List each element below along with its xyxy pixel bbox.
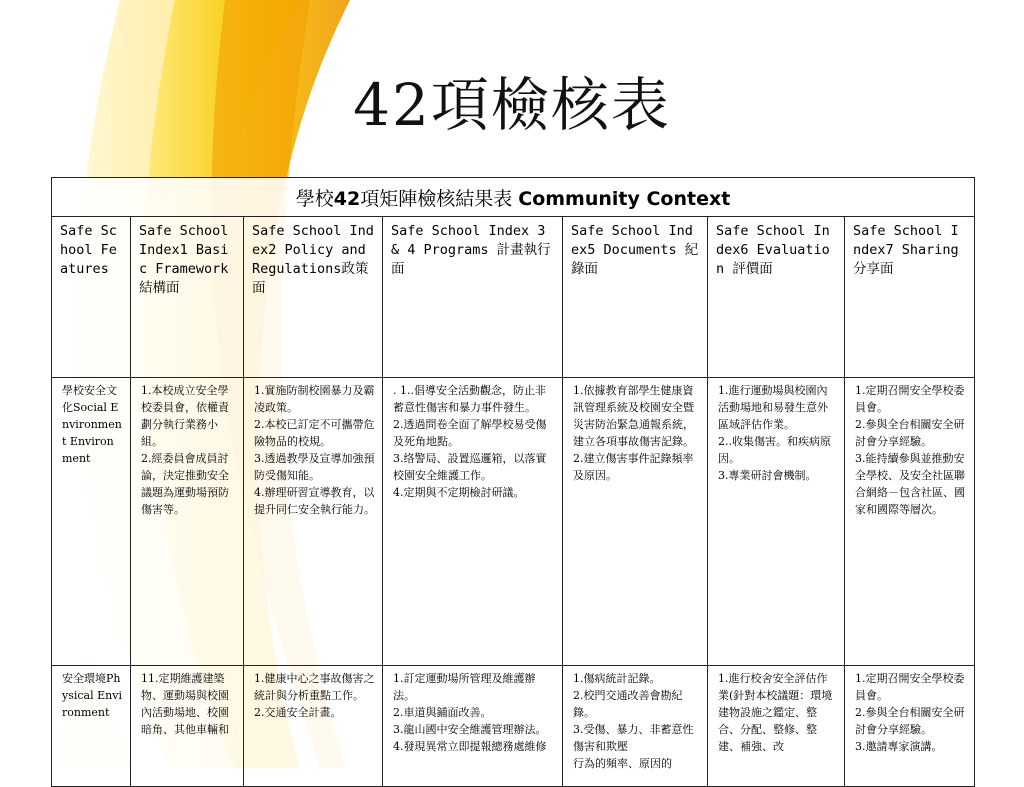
index-cell <box>244 666 383 787</box>
header-cell <box>708 217 845 378</box>
list-item: 1.健康中心之事故傷害之統計與分析重點工作。 <box>254 672 375 702</box>
index-cell <box>708 666 845 787</box>
list-item: 4.定期與不定期檢討研議。 <box>393 486 525 499</box>
list-item: 1.定期召開安全學校委員會。 <box>855 384 965 414</box>
header-text: Safe School Features <box>60 223 117 277</box>
list-item: 2..收集傷害。和疾病原因。 <box>718 435 831 465</box>
caption-zh-rest: 項矩陣檢核結果表 <box>360 187 519 210</box>
index-cell <box>845 378 975 666</box>
index-cell <box>708 378 845 666</box>
list-item: 3.能持續參與並推動安全學校、及安全社區聯合網絡－包含社區、國家和國際等層次。 <box>855 452 965 516</box>
list-item: 4.辦理研習宣導教育，以提升同仁安全執行能力。 <box>254 486 375 516</box>
list-item: . 1..倡導安全活動觀念，防止非蓄意性傷害和暴力事件發生。 <box>393 384 546 414</box>
index-cell <box>244 378 383 666</box>
header-cell <box>131 217 244 378</box>
list-item: 1.訂定運動場所管理及維護辦法。 <box>393 672 536 702</box>
feature-text: 學校安全文化Social Environment Environment <box>62 384 122 465</box>
list-item: 3.龍山國中安全維護管理辦法。 <box>393 723 547 736</box>
list-item: 2.車道與鋪面改善。 <box>393 706 492 719</box>
index-cell <box>131 378 244 666</box>
caption-number: 42 <box>333 187 361 210</box>
header-text: Safe School Index6 Evaluation 評價面 <box>716 223 830 277</box>
list-item: 2.透過問卷全面了解學校易受傷及死角地點。 <box>393 418 547 448</box>
slide-title: 42項檢核表 <box>353 71 671 139</box>
list-item: 1.本校成立安全學校委員會，依權責劃分執行業務小組。 <box>141 384 229 448</box>
list-item: 1.傷病統計記錄。 <box>573 672 661 685</box>
list-item: 3.受傷、暴力、非蓄意性傷害和欺壓 <box>573 723 694 753</box>
index-cell <box>845 666 975 787</box>
list-item: 1.定期召開安全學校委員會。 <box>855 672 965 702</box>
list-item: 2.交通安全計畫。 <box>254 706 342 719</box>
list-item: 1.依據教育部學生健康資訊管理系統及校園安全暨災害防治緊急通報系統，建立各項事故傷害記錄。 <box>573 384 694 448</box>
index-cell <box>383 378 563 666</box>
feature-cell <box>52 666 131 787</box>
caption-en: Community Context <box>518 187 731 210</box>
header-cell <box>383 217 563 378</box>
header-text: Safe School Index2 Policy and Regulations政策面 <box>252 223 374 296</box>
list-item: 3.透過教學及宣導加強預防受傷知能。 <box>254 452 375 482</box>
list-item: 2.經委員會成員討論，決定推動安全議題為運動場預防傷害等。 <box>141 452 229 516</box>
list-item: 3.專業研討會機制。 <box>718 469 817 482</box>
list-item: 1.進行運動場與校園內活動場地和易發生意外區域評估作業。 <box>718 384 828 431</box>
header-cell <box>52 217 131 378</box>
list-item: 1.實施防制校園暴力及霸凌政策。 <box>254 384 375 414</box>
header-text: Safe School Index7 Sharing 分享面 <box>853 223 959 277</box>
list-item: 2.校門交通改善會勘紀錄。 <box>573 689 683 719</box>
header-text: Safe School Index5 Documents 紀錄面 <box>571 223 699 277</box>
list-item: 2.建立傷害事件記錄頻率及原因。 <box>573 452 694 482</box>
list-item: 2.本校已訂定不可攜帶危險物品的校規。 <box>254 418 375 448</box>
index-cell <box>563 666 708 787</box>
feature-text: 安全環境Physical Environment <box>62 672 122 719</box>
list-item: 3.邀請專家演講。 <box>855 740 943 753</box>
header-cell <box>244 217 383 378</box>
list-item: 2.參與全台相關安全研討會分享經驗。 <box>855 418 965 448</box>
list-item: 3.络警局、設置巡邏箱，以落實校園安全維護工作。 <box>393 452 547 482</box>
checklist-table-container <box>51 177 974 787</box>
list-item: 行為的頻率、原因的 <box>573 757 672 770</box>
feature-cell <box>52 378 131 666</box>
list-item: 11.定期維護建築物、運動場與校園內活動場地、校園暗角、其他車輛和 <box>141 672 229 736</box>
table-caption <box>52 178 975 217</box>
header-text: Safe School Index1 Basic Framework 結構面 <box>139 223 229 296</box>
header-cell <box>563 217 708 378</box>
list-item: 2.參與全台相關安全研討會分享經驗。 <box>855 706 965 736</box>
header-text: Safe School Index 3 & 4 Programs 計畫執行面 <box>391 223 551 277</box>
header-cell <box>845 217 975 378</box>
index-cell <box>563 378 708 666</box>
table-row <box>52 378 975 666</box>
header-row <box>52 217 975 378</box>
index-cell <box>383 666 563 787</box>
caption-zh: 學校 <box>295 187 334 210</box>
list-item: 1.進行校舍安全評估作業(針對本校議題：環境建物設施之鑑定、整合、分配、整修、整建、補強、改 <box>718 672 833 753</box>
list-item: 4.發現異常立即提報總務處維修 <box>393 740 547 753</box>
index-cell <box>131 666 244 787</box>
table-row <box>52 666 975 787</box>
checklist-table <box>51 177 975 787</box>
